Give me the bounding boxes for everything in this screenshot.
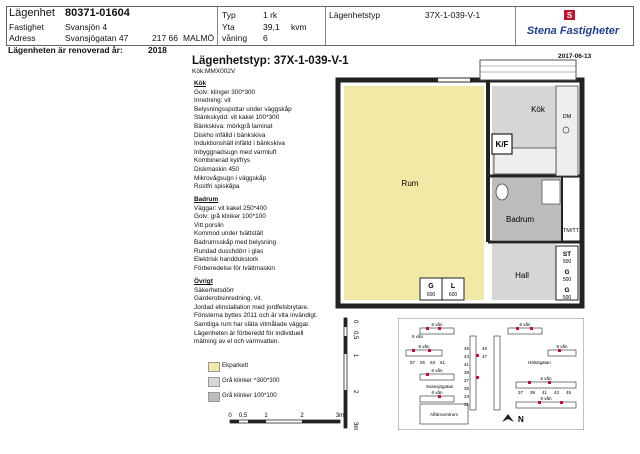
- site-right-45: 45: [566, 390, 572, 395]
- renovated-label: Lägenheten är renoverad år:: [8, 45, 123, 55]
- label-g-small2-num: 500: [562, 295, 572, 301]
- label-st: ST: [562, 251, 572, 258]
- scale-v-2: 2: [352, 390, 358, 394]
- site-block-label-7: 6 vån: [540, 376, 552, 381]
- kok-item: Bänkskiva: mörkgrå laminat: [194, 122, 273, 130]
- ovrigt-item: Jordad elinstallation med jordfelsbrytare.: [194, 303, 309, 311]
- legend-label-klinker-100: Grå klinker 100*100: [222, 392, 277, 399]
- kok-item: Golv: klinger 300*300: [194, 88, 256, 96]
- ovrigt-item: Säkerhetsdörr: [194, 286, 235, 294]
- north-label: N: [518, 415, 524, 424]
- site-num-53: 53: [430, 360, 436, 365]
- badrum-item: Elektrisk handdukstork: [194, 256, 259, 264]
- kok-item: Diskmaskin 450: [194, 165, 240, 173]
- site-num-31: 31: [464, 402, 470, 407]
- site-block-label-4: 9 vån: [556, 344, 568, 349]
- site-num-37: 37: [464, 378, 470, 383]
- scale-v-05: 0,5: [352, 331, 358, 340]
- label-lagenhet: Lägenhet: [9, 7, 55, 19]
- scale-v-0: 0: [352, 320, 358, 324]
- scale-h-05: 0,5: [238, 413, 248, 419]
- postal-code: 217 66: [152, 33, 178, 43]
- label-lagenhetstyp: Lägenhetstyp: [329, 10, 381, 20]
- site-block-label-5: 6 vån: [431, 368, 443, 373]
- label-adress: Adress: [9, 33, 36, 43]
- scale-h-3: 3m: [335, 413, 345, 419]
- site-label-halsogatan: Hälsögatan: [528, 360, 551, 365]
- spec-kok-list: [194, 89, 292, 192]
- ovrigt-item: Fönsterna byttes 2011 och är vita invändigt.: [194, 312, 318, 320]
- label-l-big: L: [450, 283, 456, 290]
- legend-label-ekparkett: Ekparkett: [222, 362, 249, 369]
- site-num-51: 51: [440, 360, 446, 365]
- ovrigt-item: Garderobsinredning, vit.: [194, 295, 263, 303]
- renovated-year: 2018: [148, 45, 167, 55]
- label-yta: Yta: [222, 22, 235, 32]
- site-num-43: 43: [464, 354, 470, 359]
- label-rum: Rum: [401, 179, 419, 188]
- spec-badrum-heading: Badrum: [194, 196, 219, 203]
- stena-logo: [516, 8, 630, 42]
- site-block-label-6: 6 vån: [431, 390, 443, 395]
- kitchen-model: Kök:MMX002V: [192, 68, 236, 75]
- legend-swatch-ekparkett: [208, 362, 220, 372]
- kok-item: Belysningsspottar under väggskåp: [194, 105, 292, 113]
- spec-ovrigt: [194, 278, 318, 347]
- site-block-label-1: 6 vån: [431, 322, 443, 327]
- site-num-55: 55: [420, 360, 426, 365]
- kok-item: Inbyggnadsugn med varmluft: [194, 148, 277, 156]
- spec-ovrigt-heading: Övrigt: [194, 278, 213, 285]
- svg-text:S: S: [566, 11, 573, 20]
- area-value: 39,1: [263, 22, 280, 32]
- label-l-big-num: 600: [448, 292, 458, 298]
- site-num-41: 41: [464, 362, 470, 367]
- site-num-49: 49: [482, 346, 488, 351]
- label-badrum: Badrum: [505, 215, 535, 224]
- site-num-35: 35: [464, 386, 470, 391]
- apartment-type-code: 37X-1-039-V-1: [425, 10, 481, 20]
- plan-title: Lägenhetstyp: 37X-1-039-V-1: [192, 55, 349, 67]
- badrum-item: Kommod under tvättställ: [194, 230, 263, 238]
- scale-h-0: 0: [228, 413, 232, 419]
- label-kf: K/F: [495, 140, 509, 149]
- legend-label-klinker-300: Grå klinker ^300*300: [222, 377, 280, 384]
- label-g-small: G: [564, 269, 570, 276]
- ovrigt-item: Samtliga rum har släta vitmålade väggar.: [194, 320, 310, 328]
- ovrigt-item: mätning av el och varmvatten.: [194, 338, 280, 346]
- label-typ: Typ: [222, 10, 236, 20]
- badrum-item: Förberedelse för tvättmaskin: [194, 264, 275, 272]
- site-label-5-van: 5 vån: [412, 334, 424, 339]
- label-tmtt: TM/TT: [562, 228, 580, 234]
- label-vaning: våning: [222, 33, 248, 43]
- site-num-33: 33: [464, 394, 470, 399]
- kok-item: Inredning: vit: [194, 97, 231, 105]
- label-kok: Kök: [531, 105, 545, 114]
- label-g-big: G: [428, 283, 434, 290]
- site-map: [398, 318, 584, 430]
- scale-v-1: 1: [352, 354, 358, 358]
- city: MALMÖ: [183, 33, 215, 43]
- spec-badrum-list: [194, 205, 276, 274]
- ovrigt-item: Lägenheten är förberedd för individuell: [194, 329, 304, 337]
- site-right-43: 43: [554, 390, 560, 395]
- site-num-39: 39: [464, 370, 470, 375]
- label-st-num: 500: [562, 259, 572, 265]
- scale-vertical: [342, 314, 362, 434]
- site-right-37: 37: [518, 390, 524, 395]
- spec-ovrigt-list: [194, 287, 318, 347]
- kok-item: Kombinerad kyl/frys: [194, 157, 251, 165]
- spec-kok: [194, 80, 292, 192]
- property-name: Svansjön 4: [65, 22, 108, 32]
- logo-text: Stena Fastigheter: [526, 25, 620, 37]
- site-block-label-8: 6 vån: [540, 396, 552, 401]
- site-block-label-2: 6 vån: [519, 322, 531, 327]
- legend-swatch-klinker-300: [208, 377, 220, 387]
- label-hall: Hall: [515, 271, 529, 280]
- area-unit: kvm: [291, 22, 307, 32]
- label-g-small-num: 500: [562, 277, 572, 283]
- scale-h-2: 2: [300, 413, 304, 419]
- address: Svansjögatan 47: [65, 33, 129, 43]
- kok-item: Rostfri spiskåpa: [194, 183, 240, 191]
- scale-v-3: 3m: [352, 422, 358, 431]
- room-rum-floor: [344, 86, 484, 300]
- floor-number: 6: [263, 33, 268, 43]
- site-num-47: 47: [482, 354, 488, 359]
- badrum-item: Vitt porslin: [194, 221, 224, 229]
- badrum-item: Golv: grå klinker 100*100: [194, 213, 266, 221]
- spec-kok-heading: Kök: [194, 80, 207, 87]
- plan-date: 2017-06-13: [558, 53, 592, 60]
- site-block-label-3: 6 vån: [418, 344, 430, 349]
- kok-item: Stänkskydd: vit kakel 100*300: [194, 114, 280, 122]
- legend-swatch-klinker-100: [208, 392, 220, 402]
- badrum-item: Badrumsskåp med belysning: [194, 238, 277, 246]
- stena-logo-mark: [516, 8, 630, 42]
- apartment-type: 1 rk: [263, 10, 278, 20]
- scale-h-1: 1: [264, 413, 268, 419]
- kok-item: Induktionshäll infälld i bänkskiva: [194, 140, 285, 148]
- spec-badrum: [194, 196, 276, 273]
- kok-item: Diskho infälld i bänkskiva: [194, 131, 266, 139]
- badrum-item: Rundad duschdörr i glas: [194, 247, 264, 255]
- site-num-45: 45: [464, 346, 470, 351]
- scale-horizontal: [226, 410, 350, 430]
- floor-plan: [330, 56, 592, 310]
- badrum-item: Väggar: vit kakel 250*400: [194, 204, 267, 212]
- kok-item: Mikrovågsugn i väggskåp: [194, 174, 267, 182]
- site-label-affarscentrum: Affärscentrum: [430, 412, 458, 417]
- label-g-small2: G: [564, 287, 570, 294]
- site-num-57: 57: [410, 360, 416, 365]
- site-right-39: 39: [530, 390, 536, 395]
- site-right-41: 41: [542, 390, 548, 395]
- label-dm: DM: [562, 114, 572, 120]
- label-fastighet: Fastighet: [9, 22, 44, 32]
- label-g-big-num: 600: [426, 292, 436, 298]
- site-label-svansjogatan: Svansjögatan: [426, 384, 454, 389]
- apartment-number: 80371-01604: [65, 7, 130, 19]
